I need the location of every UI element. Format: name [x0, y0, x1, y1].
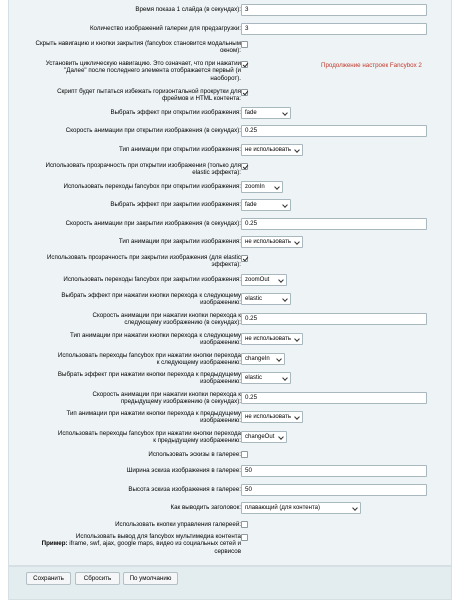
cyclic-nav-label: Установить циклическую навигацию. Это означает, что при нажатии "Далее" после последнего элемента отображается первый (и наоборот). [45, 60, 241, 82]
open-method-value: zoomIn [245, 184, 265, 190]
next-effect-value: elastic [245, 296, 263, 302]
thumb-width-label: Ширина эскиза изображения в галерее: [126, 467, 241, 474]
next-method-value: changeIn [245, 356, 270, 362]
prev-effect-select[interactable] [241, 372, 291, 384]
prev-speed-input[interactable]: 0.25 [241, 392, 427, 404]
prev-effect-label: Выбрать эффект при нажатии кнопки перехода к предыдущему изображению: [57, 371, 241, 386]
slide-duration-input[interactable]: 3 [241, 4, 427, 16]
title-type-select[interactable] [241, 502, 361, 514]
prev-easing-value: не использовать [245, 414, 291, 420]
settings-panel [8, 0, 452, 566]
chevron-down-icon [294, 336, 300, 342]
button-bar [8, 566, 452, 600]
open-speed-label: Скорость анимации при открытии изображения (в секундах): [65, 127, 241, 134]
next-method-label: Использовать переходы fancybox при нажатии кнопки перехода к следующему изображению: [57, 352, 241, 367]
next-speed-input[interactable]: 0.25 [241, 313, 427, 325]
close-method-label: Использовать переходы fancybox при закрытии изображения: [63, 276, 241, 283]
modal-label: Скрыть навигацию и кнопки закрытия (fancybox становится модальным окном): [35, 40, 241, 55]
prev-method-value: changeOut [245, 434, 275, 440]
media-label [31, 533, 241, 555]
open-speed-input[interactable]: 0.25 [241, 125, 427, 137]
save-button[interactable]: Сохранить [26, 572, 71, 585]
chevron-down-icon [276, 356, 282, 362]
open-effect-select[interactable] [241, 107, 291, 119]
reset-button[interactable]: Сбросить [75, 572, 120, 585]
chevron-down-icon [352, 505, 358, 511]
close-effect-value: fade [245, 202, 257, 208]
prev-easing-label: Тип анимации при нажатии кнопки перехода к предыдущему изображению: [66, 410, 241, 425]
open-effect-label: Выбрать эффект при открытии изображения: [110, 109, 241, 116]
chevron-down-icon [282, 202, 288, 208]
chevron-down-icon [278, 277, 284, 283]
avoid-scroll-label: Скрипт будет пытаться избежать горизонтальной прокрутки для фреймов и HTML контента: [57, 88, 241, 103]
chevron-down-icon [294, 147, 300, 153]
open-easing-select[interactable] [241, 144, 303, 156]
thumb-height-label: Высота эскиза изображения в галерее: [128, 486, 241, 493]
close-speed-label: Скорость анимации при закрытии изображения (в секундах): [65, 220, 241, 227]
open-method-select[interactable] [241, 181, 283, 193]
media-checkbox[interactable] [241, 534, 248, 541]
thumbs-checkbox[interactable] [241, 451, 248, 458]
next-effect-select[interactable] [241, 293, 291, 305]
continuation-note: Продолжение настроек Fancybox 2 [321, 62, 422, 69]
prev-easing-select[interactable] [241, 411, 303, 423]
next-effect-label: Выбрать эффект при нажатии кнопки перехода к следующему изображению: [61, 292, 241, 307]
close-easing-value: не использовать [245, 239, 291, 245]
chevron-down-icon [282, 296, 288, 302]
cyclic-nav-checkbox[interactable] [241, 61, 248, 68]
open-easing-value: не использовать [245, 147, 291, 153]
chevron-down-icon [278, 434, 284, 440]
open-easing-label: Тип анимации при открытии изображения: [119, 146, 241, 153]
next-easing-select[interactable] [241, 333, 303, 345]
thumb-width-input[interactable]: 50 [241, 465, 427, 477]
media-label-text: Использовать вывод для fancybox мультимедиа контента [75, 533, 241, 540]
next-easing-label: Тип анимации при нажатии кнопки перехода к следующему изображению: [69, 332, 241, 347]
gallery-buttons-checkbox[interactable] [241, 521, 248, 528]
title-type-value: плавающий (для контента) [245, 505, 320, 511]
close-effect-label: Выбрать эффект при закрытии изображения: [110, 201, 241, 208]
thumb-height-input[interactable]: 50 [241, 484, 427, 496]
prev-method-label: Использовать переходы fancybox при нажатии кнопки перехода к предыдущему изображению: [57, 430, 241, 445]
open-method-label: Использовать переходы fancybox при открытии изображения: [63, 183, 241, 190]
preload-count-label: Количество изображений галереи для предзагрузки: [89, 25, 241, 32]
preload-count-input[interactable]: 3 [241, 23, 427, 35]
open-effect-value: fade [245, 110, 257, 116]
close-opacity-label: Использовать прозрачность при закрытии изображения (для elastic эффекта): [46, 254, 241, 269]
modal-checkbox[interactable] [241, 41, 248, 48]
slide-duration-label: Время показа 1 слайда (в секундах): [135, 6, 241, 13]
close-method-value: zoomOut [245, 277, 270, 283]
next-speed-label: Скорость анимации при нажатии кнопки перехода к следующему изображению (в секундах): [92, 312, 241, 327]
close-method-select[interactable] [241, 274, 287, 286]
chevron-down-icon [282, 110, 288, 116]
chevron-down-icon [294, 239, 300, 245]
close-speed-input[interactable]: 0.25 [241, 218, 427, 230]
avoid-scroll-checkbox[interactable] [241, 89, 248, 96]
close-easing-label: Тип анимации при закрытии изображения: [118, 238, 241, 245]
close-easing-select[interactable] [241, 236, 303, 248]
next-method-select[interactable] [241, 353, 285, 365]
gallery-buttons-label: Использовать кнопки управления галереей: [115, 521, 241, 528]
prev-speed-label: Скорость анимации при нажатии кнопки перехода к предыдущему изображению (в секундах): [92, 391, 241, 406]
close-opacity-checkbox[interactable] [241, 255, 248, 262]
close-effect-select[interactable] [241, 199, 291, 211]
media-example-label: Пример: [41, 540, 68, 548]
chevron-down-icon [282, 375, 288, 381]
open-opacity-label: Использовать прозрачность при открытии изображения (только для elastic эффекта): [45, 162, 241, 177]
open-opacity-checkbox[interactable] [241, 163, 248, 170]
default-button[interactable]: По умолчанию [123, 572, 178, 585]
chevron-down-icon [294, 414, 300, 420]
chevron-down-icon [274, 184, 280, 190]
prev-effect-value: elastic [245, 375, 263, 381]
thumbs-label: Использовать эскизы в галерее: [148, 451, 241, 458]
next-easing-value: не использовать [245, 336, 291, 342]
media-example-text: iframe, swf, ajax, google maps, видео из социальных сетей и сервисов [69, 540, 241, 555]
prev-method-select[interactable] [241, 431, 287, 443]
title-type-label: Как выводить заголовок: [170, 504, 241, 511]
